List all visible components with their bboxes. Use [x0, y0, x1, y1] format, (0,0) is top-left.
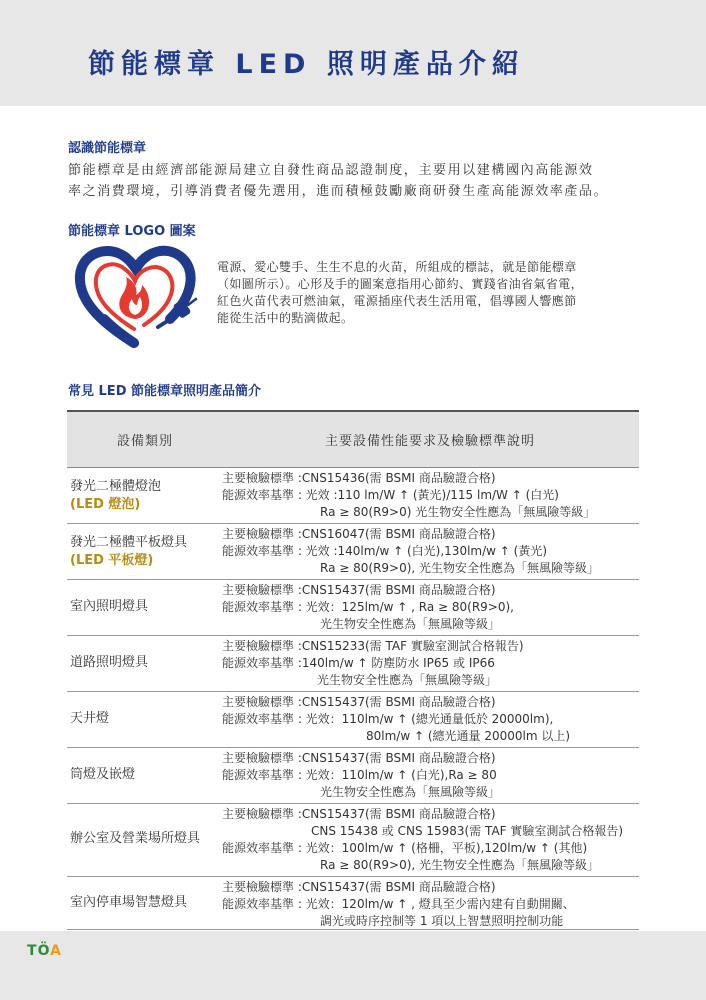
section-title-products: 常見 LED 節能標章照明產品簡介 [68, 384, 262, 399]
category-sub: (LED 平板燈) [70, 553, 154, 568]
table-row [67, 748, 639, 804]
spec-line: 能源效率基準 : 光效：110lm/w ↑ (總光通量低於 20000lm), [222, 712, 554, 726]
table-header [67, 410, 639, 468]
row-category [70, 654, 148, 672]
header-requirements: 主要設備性能要求及檢驗標準說明 [325, 434, 536, 449]
logo-desc-line-4: 能從生活中的點滴做起。 [217, 311, 354, 325]
table-row [67, 692, 639, 748]
logo-letter-o: Ö [37, 943, 51, 959]
row-category [70, 478, 161, 514]
table-row [67, 804, 639, 877]
table-row [67, 468, 639, 524]
spec-line: 能源效率基準 :140lm/w ↑ 防塵防水 IP65 或 IP66 [222, 656, 495, 670]
table-row [67, 877, 639, 930]
spec-line: Ra ≥ 80(R9>0) 光生物安全性應為「無風險等級」 [320, 505, 596, 519]
spec-line: 主要檢驗標準 :CNS15437(需 BSMI 商品驗證合格) [222, 751, 496, 765]
category-name: 道路照明燈具 [70, 655, 149, 670]
table-row [67, 636, 639, 692]
category-name: 室內停車場智慧燈具 [70, 895, 188, 910]
section-title-intro: 認識節能標章 [68, 141, 147, 156]
logo-desc-line-2: （如圖所示）。心形及手的圖案意指用心節約、實踐省油省氣省電， [217, 277, 584, 291]
spec-line: 主要檢驗標準 :CNS16047(需 BSMI 商品驗證合格) [222, 527, 496, 541]
spec-line: 能源效率基準 : 光效：120lm/w ↑ , 燈具至少需內建有自動開關、 [222, 897, 575, 911]
category-name: 發光二極體燈泡 [70, 479, 162, 494]
section-title-logo: 節能標章 LOGO 圖案 [68, 224, 196, 239]
spec-line: 光生物安全性應為「無風險等級」 [320, 785, 501, 799]
spec-line: 光生物安全性應為「無風險等級」 [320, 617, 501, 631]
spec-line: Ra ≥ 80(R9>0), 光生物安全性應為「無風險等級」 [320, 561, 600, 575]
footer-band [0, 931, 706, 1000]
spec-line: 主要檢驗標準 :CNS15437(需 BSMI 商品驗證合格) [222, 807, 496, 821]
spec-line: 主要檢驗標準 :CNS15437(需 BSMI 商品驗證合格) [222, 583, 496, 597]
spec-line: 調光或時序控制等 1 項以上智慧照明控制功能 [320, 914, 564, 928]
logo-letter-t: T [27, 943, 38, 959]
spec-line: 能源效率基準 : 光效：100lm/w ↑ (格柵，平板),120lm/w ↑ (其他) [222, 841, 588, 855]
energy-label-heart-icon [72, 243, 202, 349]
products-table [67, 410, 639, 930]
intro-line-1: 節能標章是由經濟部能源局建立自發性商品認證制度，主要用以建構國內高能源效 [68, 163, 594, 178]
spec-line: 能源效率基準 : 光效 :110 lm/W ↑ (黃光)/115 lm/W ↑ (白光) [222, 488, 559, 502]
logo-letter-a: A [50, 943, 62, 959]
spec-line: CNS 15438 或 CNS 15983(需 TAF 實驗室測試合格報告) [311, 824, 624, 838]
row-category [70, 766, 135, 784]
table-row [67, 524, 639, 580]
logo-description [217, 259, 637, 327]
spec-line: 能源效率基準 : 光效 :140lm/w ↑ (白光),130lm/w ↑ (黃光) [222, 544, 548, 558]
category-name: 發光二極體平板燈具 [70, 535, 188, 550]
spec-line: 能源效率基準 : 光效：110lm/w ↑ (白光),Ra ≥ 80 [222, 768, 497, 782]
logo-desc-line-1: 電源、愛心雙手、生生不息的火苗，所組成的標誌，就是節能標章 [217, 260, 577, 274]
spec-line: 主要檢驗標準 :CNS15436(需 BSMI 商品驗證合格) [222, 471, 496, 485]
spec-line: Ra ≥ 80(R9>0), 光生物安全性應為「無風險等級」 [320, 858, 600, 872]
category-name: 筒燈及嵌燈 [70, 767, 136, 782]
logo-desc-line-3: 紅色火苗代表可燃油氣，電源插座代表生活用電，倡導國人響應節 [217, 294, 577, 308]
spec-line: 主要檢驗標準 :CNS15437(需 BSMI 商品驗證合格) [222, 880, 496, 894]
category-sub: (LED 燈泡) [70, 497, 141, 512]
energy-label-logo [72, 243, 202, 349]
category-name: 天井燈 [70, 711, 110, 726]
row-category [70, 598, 148, 616]
spec-line: 光生物安全性應為「無風險等級」 [317, 673, 498, 687]
intro-paragraph [68, 160, 648, 202]
spec-line: 主要檢驗標準 :CNS15437(需 BSMI 商品驗證合格) [222, 695, 496, 709]
row-category [70, 534, 187, 570]
header-category: 設備類別 [117, 434, 174, 449]
row-category [70, 894, 187, 912]
spec-line: 主要檢驗標準 :CNS15233(需 TAF 實驗室測試合格報告) [222, 639, 524, 653]
spec-line: 80lm/w ↑ (總光通量 20000lm 以上) [366, 729, 571, 743]
spec-line: 能源效率基準 : 光效：125lm/w ↑ , Ra ≥ 80(R9>0), [222, 600, 514, 614]
table-row [67, 580, 639, 636]
row-category [70, 710, 109, 728]
toa-logo [27, 943, 62, 959]
category-name: 辦公室及營業場所燈具 [70, 831, 201, 846]
page-title: 節能標章 LED 照明產品介紹 [88, 49, 525, 80]
category-name: 室內照明燈具 [70, 599, 149, 614]
intro-line-2: 率之消費環境，引導消費者優先選用，進而積極鼓勵廠商研發生產高能源效率產品。 [68, 184, 609, 199]
row-category [70, 830, 200, 848]
